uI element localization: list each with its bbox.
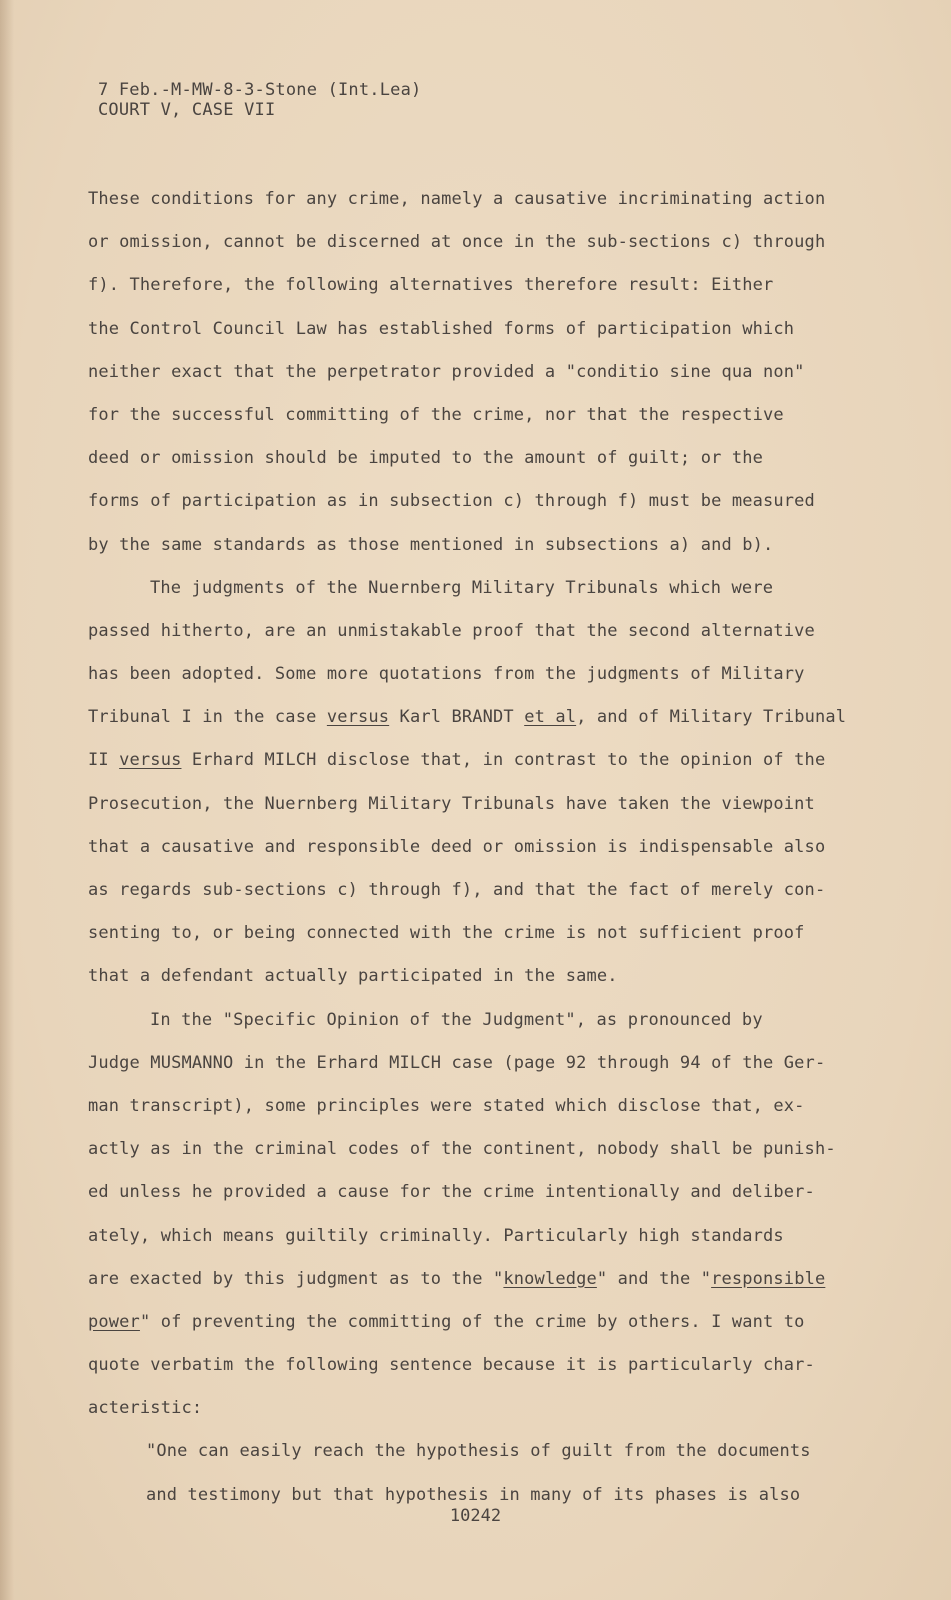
text-line: man transcript), some principles were stated which disclose that, ex-: [88, 1095, 805, 1116]
text-line: that a defendant actually participated in the same.: [88, 966, 618, 987]
header-reference-line: 7 Feb.-M-MW-8-3-Stone (Int.Lea): [98, 80, 422, 100]
quote-line: and testimony but that hypothesis in many of its phases is also: [146, 1484, 801, 1505]
quote-line: "One can easily reach the hypothesis of guilt from the documents: [146, 1441, 811, 1462]
header-court-line: COURT V, CASE VII: [98, 100, 276, 120]
text-segment: , and of Military Tribunal: [576, 707, 847, 728]
text-segment: " and the ": [596, 1268, 712, 1289]
text-line: These conditions for any crime, namely a causative incriminating action: [88, 189, 826, 209]
text-line: has been adopted. Some more quotations from the judgments of Military: [88, 664, 805, 685]
text-line: [88, 739, 833, 782]
document-header: [98, 80, 421, 120]
text-line: that a causative and responsible deed or omission is indispensable also: [88, 836, 826, 857]
text-line: by the same standards as those mentioned in subsections a) and b).: [88, 534, 774, 555]
text-line: as regards sub-sections c) through f), and that the fact of merely con-: [88, 880, 826, 900]
text-line: [88, 696, 847, 739]
text-segment: Erhard MILCH disclose that, in contrast to the opinion of the: [181, 750, 826, 771]
text-line: forms of participation as in subsection c) through f) must be measured: [88, 491, 815, 512]
page-edge-shadow: [0, 0, 14, 1600]
text-segment: " of preventing the committing of the crime by others. I want to: [139, 1311, 805, 1332]
text-segment: are exacted by this judgment as to the ": [88, 1268, 504, 1289]
text-line: passed hitherto, are an unmistakable proof that the second alternative: [88, 620, 815, 641]
text-line: ed unless he provided a cause for the crime intentionally and deliber-: [88, 1182, 815, 1203]
text-segment: II: [88, 750, 120, 771]
underlined-term: power: [88, 1311, 140, 1332]
text-line: acteristic:: [88, 1398, 203, 1419]
underlined-term: et al: [524, 707, 577, 728]
underlined-term: versus: [119, 750, 182, 771]
underlined-term: versus: [326, 707, 390, 728]
text-line: quote verbatim the following sentence because it is particularly char-: [88, 1355, 815, 1376]
text-line: or omission, cannot be discerned at once in the sub-sections c) through: [88, 232, 826, 253]
page-number: 10242: [449, 1506, 502, 1526]
text-line: for the successful committing of the crime, nor that the respective: [88, 404, 784, 425]
text-line: actly as in the criminal codes of the continent, nobody shall be punish-: [88, 1139, 836, 1160]
text-line: ately, which means guiltily criminally. Particularly high standards: [88, 1225, 784, 1246]
underlined-term: knowledge: [503, 1268, 597, 1289]
text-line: neither exact that the perpetrator provided a "conditio sine qua non": [88, 361, 805, 382]
text-line: [88, 1258, 833, 1301]
text-segment: Karl BRANDT: [389, 707, 525, 728]
text-line: senting to, or being connected with the crime is not sufficient proof: [88, 923, 805, 944]
underlined-term: responsible: [711, 1268, 826, 1289]
text-line: Judge MUSMANNO in the Erhard MILCH case (page 92 through 94 of the Ger-: [88, 1052, 826, 1073]
text-line: In the "Specific Opinion of the Judgment", as pronounced by: [150, 1009, 763, 1030]
text-line: f). Therefore, the following alternatives therefore result: Either: [88, 275, 774, 296]
body-text: [88, 178, 847, 1517]
text-line: Prosecution, the Nuernberg Military Tribunals have taken the viewpoint: [88, 793, 815, 814]
text-line: the Control Council Law has established forms of participation which: [88, 318, 795, 339]
text-line: deed or omission should be imputed to the amount of guilt; or the: [88, 448, 764, 469]
text-line: The judgments of the Nuernberg Military Tribunals which were: [150, 577, 774, 598]
text-line: [88, 1301, 833, 1344]
text-segment: Tribunal I in the case: [88, 707, 327, 728]
